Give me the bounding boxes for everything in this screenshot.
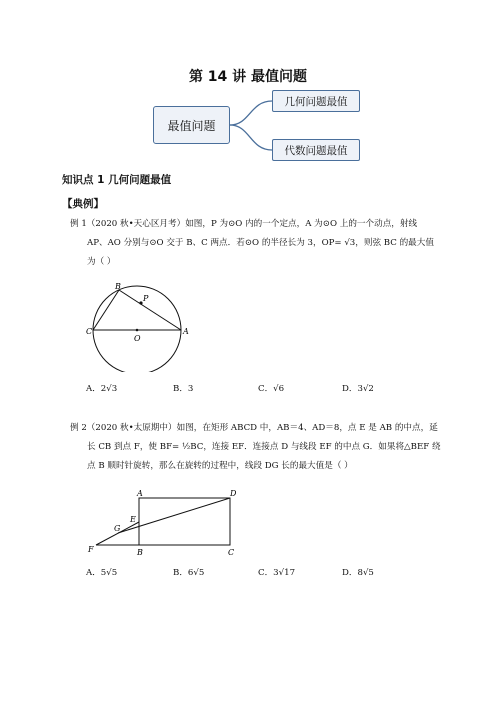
label-B: B — [115, 282, 121, 291]
example1-line-2: AP、AO 分别与⊙O 交于 B、C 两点．若⊙O 的半径长为 3，OP= √3，则弦 BC 的最大值 — [87, 238, 434, 248]
label-B2: B — [137, 548, 143, 557]
option-a: A．2√3 — [86, 384, 118, 394]
mindmap-node-geometry: 几何问题最值 — [272, 90, 360, 112]
option-d: D．8√5 — [342, 568, 374, 578]
label-E: E — [130, 515, 136, 524]
example-tag: 【典例】 — [62, 198, 104, 210]
option-c: C．3√17 — [258, 568, 296, 578]
label-O: O — [134, 334, 141, 343]
example1-options — [0, 382, 496, 396]
example2-line-1: 例 2（2020 秋•太原期中）如图，在矩形 ABCD 中，AB＝4、AD＝8，点 E 是 AB 的中点，延 — [70, 423, 438, 433]
example2-rectangle-figure — [84, 486, 244, 558]
option-d: D．3√2 — [342, 384, 374, 394]
example2-options — [0, 566, 496, 580]
example1-line-3: 为（ ） — [87, 257, 116, 267]
label-A2: A — [137, 489, 143, 498]
section-heading: 知识点 1 几何问题最值 — [62, 174, 172, 186]
example2-line-2: 长 CB 到点 F，使 BF= ½BC，连接 EF．连接点 D 与线段 EF 的中点 G．如果将△BEF 绕 — [87, 442, 441, 452]
option-b: B．6√5 — [173, 568, 205, 578]
label-G: G — [114, 524, 121, 533]
label-A: A — [183, 327, 189, 336]
label-C2: C — [228, 548, 235, 557]
page-title: 第 14 讲 最值问题 — [188, 69, 308, 85]
label-C: C — [86, 327, 93, 336]
example2-line-3: 点 B 顺时针旋转，那么在旋转的过程中，线段 DG 长的最大值是（ ） — [87, 461, 353, 471]
mindmap-root-node: 最值问题 — [153, 106, 230, 144]
label-P: P — [143, 294, 149, 303]
mindmap-node-algebra: 代数问题最值 — [272, 139, 360, 161]
label-D: D — [230, 489, 237, 498]
example1-circle-figure — [84, 280, 194, 372]
option-c: C．√6 — [258, 384, 285, 394]
example1-line-1: 例 1（2020 秋•天心区月考）如图，P 为⊙O 内的一个定点，A 为⊙O 上的一个动点，射线 — [70, 219, 418, 229]
option-b: B．3 — [173, 384, 194, 394]
mindmap-connectors — [228, 96, 274, 156]
label-F: F — [88, 545, 94, 554]
option-a: A．5√5 — [86, 568, 118, 578]
